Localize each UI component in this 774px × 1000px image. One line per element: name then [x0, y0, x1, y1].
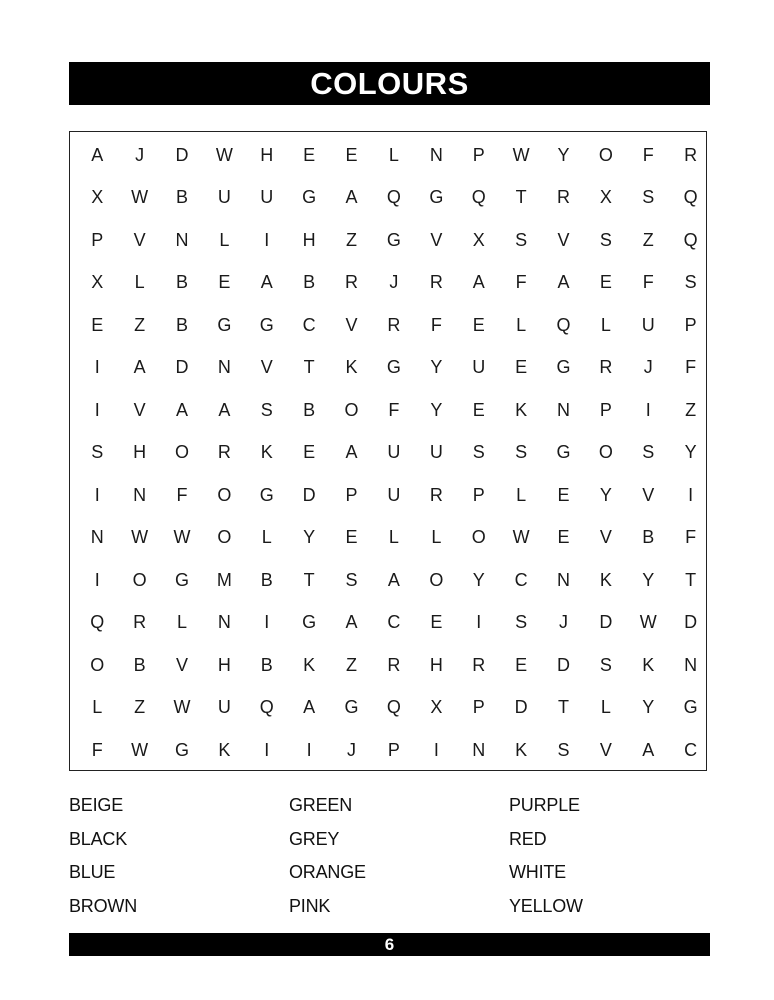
word-list-item: GREEN — [289, 795, 353, 816]
word-list-item: PURPLE — [509, 795, 580, 816]
grid-cell[interactable]: O — [598, 442, 613, 463]
grid-cell[interactable]: X — [91, 272, 104, 293]
grid-cell[interactable]: J — [135, 144, 145, 165]
grid-cell[interactable]: K — [260, 442, 273, 463]
grid-cell[interactable]: P — [472, 144, 485, 165]
grid-cell[interactable]: V — [430, 229, 443, 250]
grid-cell[interactable]: A — [260, 272, 273, 293]
grid-cell[interactable]: L — [219, 229, 230, 250]
grid-cell[interactable]: I — [306, 739, 312, 760]
grid-cell[interactable]: E — [599, 272, 612, 293]
grid-cell[interactable]: N — [556, 569, 570, 590]
grid-cell[interactable]: K — [515, 399, 528, 420]
grid-cell[interactable]: A — [133, 357, 146, 378]
grid-cell[interactable]: E — [515, 357, 528, 378]
grid-cell[interactable]: V — [345, 314, 358, 335]
word-list-item: GREY — [289, 828, 340, 849]
grid-cell[interactable]: A — [642, 739, 655, 760]
grid-cell[interactable]: B — [175, 314, 188, 335]
grid-cell[interactable]: C — [302, 314, 316, 335]
grid-cell[interactable]: K — [345, 357, 358, 378]
grid-cell[interactable]: Z — [134, 697, 146, 718]
grid-cell[interactable]: V — [175, 654, 188, 675]
word-list-item: RED — [509, 828, 547, 849]
grid-cell[interactable]: V — [642, 484, 655, 505]
grid-cell[interactable]: B — [175, 272, 188, 293]
grid-cell[interactable]: S — [684, 272, 697, 293]
word-list-item: BEIGE — [69, 795, 124, 816]
grid-cell[interactable]: A — [303, 697, 316, 718]
grid-cell[interactable]: F — [685, 357, 697, 378]
grid-cell[interactable]: S — [557, 739, 570, 760]
grid-cell[interactable]: G — [386, 229, 401, 250]
grid-cell[interactable]: K — [515, 739, 528, 760]
grid-cell[interactable]: R — [472, 654, 486, 675]
grid-cell[interactable]: H — [429, 654, 443, 675]
grid-cell[interactable]: H — [133, 442, 147, 463]
grid-cell[interactable]: L — [431, 527, 442, 548]
grid-cell[interactable]: Z — [134, 314, 146, 335]
grid-cell[interactable]: E — [303, 144, 316, 165]
grid-cell[interactable]: K — [642, 654, 655, 675]
grid-cell[interactable]: S — [91, 442, 104, 463]
grid-cell[interactable]: W — [173, 697, 191, 718]
grid-cell[interactable]: G — [429, 187, 444, 208]
grid-cell[interactable]: T — [303, 569, 315, 590]
grid-cell[interactable]: N — [90, 527, 104, 548]
grid-cell[interactable]: S — [260, 399, 273, 420]
grid-cell[interactable]: H — [217, 654, 231, 675]
grid-cell[interactable]: U — [641, 314, 655, 335]
word-list-item: BROWN — [69, 895, 137, 916]
grid-cell[interactable]: Q — [556, 314, 571, 335]
grid-cell[interactable]: P — [387, 739, 400, 760]
grid-cell[interactable]: O — [217, 484, 232, 505]
grid-cell[interactable]: S — [515, 229, 528, 250]
grid-cell[interactable]: P — [684, 314, 697, 335]
grid-cell[interactable]: F — [515, 272, 527, 293]
grid-cell[interactable]: X — [472, 229, 485, 250]
grid-cell[interactable]: S — [472, 442, 485, 463]
title-bar — [69, 62, 710, 105]
grid-cell[interactable]: L — [516, 484, 527, 505]
grid-cell[interactable]: V — [599, 527, 612, 548]
grid-cell[interactable]: W — [131, 527, 149, 548]
grid-cell[interactable]: P — [472, 697, 485, 718]
grid-cell[interactable]: U — [387, 484, 401, 505]
grid-cell[interactable]: E — [345, 144, 358, 165]
grid-cell[interactable]: G — [302, 187, 317, 208]
grid-cell[interactable]: I — [476, 612, 482, 633]
grid-cell[interactable]: D — [175, 144, 189, 165]
grid-cell[interactable]: A — [472, 272, 485, 293]
footer-bar — [69, 933, 710, 956]
grid-cell[interactable]: V — [133, 399, 146, 420]
grid-cell[interactable]: Y — [472, 569, 485, 590]
grid-cell[interactable]: T — [303, 357, 315, 378]
grid-cell[interactable]: Q — [259, 697, 274, 718]
grid-cell[interactable]: A — [557, 272, 570, 293]
grid-cell[interactable]: A — [345, 187, 358, 208]
grid-cell[interactable]: I — [688, 484, 694, 505]
grid-cell[interactable]: N — [217, 612, 231, 633]
grid-cell[interactable]: A — [387, 569, 400, 590]
grid-cell[interactable]: N — [217, 357, 231, 378]
grid-cell[interactable]: J — [347, 739, 357, 760]
grid-cell[interactable]: U — [472, 357, 486, 378]
grid-cell[interactable]: A — [218, 399, 231, 420]
grid-cell[interactable]: X — [91, 187, 104, 208]
grid-cell[interactable]: I — [264, 612, 270, 633]
grid-cell[interactable]: W — [131, 739, 149, 760]
grid-cell[interactable]: I — [645, 399, 651, 420]
grid-cell[interactable]: O — [344, 399, 359, 420]
grid-cell[interactable]: W — [215, 144, 233, 165]
grid-cell[interactable]: G — [174, 569, 189, 590]
grid-cell[interactable]: W — [639, 612, 657, 633]
grid-cell[interactable]: Q — [683, 229, 698, 250]
grid-cell[interactable]: X — [599, 187, 612, 208]
grid-cell[interactable]: F — [685, 527, 697, 548]
grid-cell[interactable]: O — [132, 569, 147, 590]
grid-cell[interactable]: T — [685, 569, 697, 590]
grid-cell[interactable]: F — [91, 739, 103, 760]
grid-cell[interactable]: U — [387, 442, 401, 463]
grid-cell[interactable]: J — [558, 612, 568, 633]
grid-cell[interactable]: R — [429, 484, 443, 505]
grid-cell[interactable]: I — [94, 484, 100, 505]
grid-cell[interactable]: P — [91, 229, 104, 250]
grid-cell[interactable]: H — [260, 144, 274, 165]
grid-cell[interactable]: F — [430, 314, 442, 335]
grid-cell[interactable]: W — [173, 527, 191, 548]
grid-cell[interactable]: M — [216, 569, 232, 590]
grid-cell[interactable]: E — [472, 314, 485, 335]
grid-cell[interactable]: Y — [684, 442, 697, 463]
grid-cell[interactable]: T — [557, 697, 569, 718]
grid-cell[interactable]: S — [515, 612, 528, 633]
grid-cell[interactable]: T — [515, 187, 527, 208]
grid-cell[interactable]: Z — [685, 399, 697, 420]
grid-cell[interactable]: N — [429, 144, 443, 165]
grid-cell[interactable]: Z — [642, 229, 654, 250]
grid-cell[interactable]: G — [259, 314, 274, 335]
grid-cell[interactable]: S — [599, 654, 612, 675]
grid-cell[interactable]: K — [218, 739, 231, 760]
grid-cell[interactable]: C — [684, 739, 698, 760]
grid-cell[interactable]: G — [302, 612, 317, 633]
grid-cell[interactable]: A — [345, 442, 358, 463]
grid-cell[interactable]: R — [133, 612, 147, 633]
grid-cell[interactable]: N — [133, 484, 147, 505]
grid-cell[interactable]: X — [430, 697, 443, 718]
grid-cell[interactable]: G — [174, 739, 189, 760]
grid-cell[interactable]: L — [516, 314, 527, 335]
grid-cell[interactable]: Y — [642, 569, 655, 590]
page-number: 6 — [384, 934, 395, 954]
grid-cell[interactable]: O — [217, 527, 232, 548]
grid-cell[interactable]: I — [264, 229, 270, 250]
grid-cell[interactable]: U — [217, 697, 231, 718]
grid-cell[interactable]: L — [261, 527, 272, 548]
grid-cell[interactable]: D — [175, 357, 189, 378]
word-list-item: ORANGE — [289, 862, 366, 883]
grid-cell[interactable]: E — [345, 527, 358, 548]
word-list-item: YELLOW — [509, 895, 583, 916]
grid-cell[interactable]: Q — [471, 187, 486, 208]
grid-cell[interactable]: J — [643, 357, 653, 378]
grid-cell[interactable]: U — [217, 187, 231, 208]
grid-cell[interactable]: R — [599, 357, 613, 378]
grid-cell[interactable]: G — [386, 357, 401, 378]
grid-cell[interactable]: R — [387, 314, 401, 335]
grid-cell[interactable]: G — [556, 442, 571, 463]
grid-cell[interactable]: C — [387, 612, 401, 633]
grid-cell[interactable]: F — [642, 272, 654, 293]
grid-cell[interactable]: D — [514, 697, 528, 718]
grid-cell[interactable]: W — [512, 144, 530, 165]
grid-cell[interactable]: N — [556, 399, 570, 420]
grid-cell[interactable]: L — [176, 612, 187, 633]
grid-cell[interactable]: O — [598, 144, 613, 165]
grid-cell[interactable]: J — [389, 272, 399, 293]
grid-cell[interactable]: A — [345, 612, 358, 633]
grid-cell[interactable]: V — [133, 229, 146, 250]
grid-cell[interactable]: B — [260, 569, 273, 590]
grid-cell[interactable]: D — [556, 654, 570, 675]
grid-cell[interactable]: P — [345, 484, 358, 505]
grid-cell[interactable]: G — [344, 697, 359, 718]
grid-cell[interactable]: B — [303, 272, 316, 293]
grid-cell[interactable]: Y — [642, 697, 655, 718]
grid-cell[interactable]: A — [91, 144, 104, 165]
grid-cell[interactable]: R — [684, 144, 698, 165]
grid-cell[interactable]: G — [217, 314, 232, 335]
grid-cell[interactable]: D — [302, 484, 316, 505]
grid-cell[interactable]: G — [556, 357, 571, 378]
grid-cell[interactable]: S — [642, 187, 655, 208]
grid-cell[interactable]: L — [388, 527, 399, 548]
grid-cell[interactable]: V — [557, 229, 570, 250]
grid-cell[interactable]: Q — [683, 187, 698, 208]
grid-cell[interactable]: R — [345, 272, 359, 293]
grid-cell[interactable]: Y — [599, 484, 612, 505]
grid-cell[interactable]: I — [94, 357, 100, 378]
word-list — [69, 789, 629, 923]
grid-cell[interactable]: U — [429, 442, 443, 463]
grid-cell[interactable]: R — [556, 187, 570, 208]
grid-cell[interactable]: L — [92, 697, 103, 718]
grid-cell[interactable]: O — [90, 654, 105, 675]
grid-cell[interactable]: L — [134, 272, 145, 293]
word-list-item: PINK — [289, 895, 331, 916]
grid-cell[interactable]: L — [600, 314, 611, 335]
grid-cell[interactable]: E — [515, 654, 528, 675]
grid-cell[interactable]: I — [433, 739, 439, 760]
grid-cell[interactable]: F — [642, 144, 654, 165]
grid-cell[interactable]: W — [512, 527, 530, 548]
grid-cell[interactable]: O — [429, 569, 444, 590]
grid-cell[interactable]: E — [91, 314, 104, 335]
grid-cell[interactable]: Q — [386, 187, 401, 208]
grid-cell[interactable]: H — [302, 229, 316, 250]
word-list-item: WHITE — [509, 862, 566, 883]
puzzle-title: COLOURS — [310, 65, 469, 101]
grid-cell[interactable]: G — [683, 697, 698, 718]
grid-cell[interactable]: V — [260, 357, 273, 378]
grid-cell[interactable]: E — [557, 527, 570, 548]
grid-cell[interactable]: B — [175, 187, 188, 208]
letter-grid — [76, 134, 712, 772]
grid-cell[interactable]: S — [515, 442, 528, 463]
grid-cell[interactable]: Q — [90, 612, 105, 633]
grid-cell[interactable]: B — [642, 527, 655, 548]
grid-cell[interactable]: L — [600, 697, 611, 718]
word-list-item: BLUE — [69, 862, 116, 883]
grid-cell[interactable]: O — [471, 527, 486, 548]
grid-cell[interactable]: D — [684, 612, 698, 633]
grid-cell[interactable]: Z — [346, 654, 358, 675]
grid-cell[interactable]: E — [472, 399, 485, 420]
grid-cell[interactable]: I — [94, 399, 100, 420]
grid-cell[interactable]: Y — [557, 144, 570, 165]
grid-cell[interactable]: U — [260, 187, 274, 208]
grid-cell[interactable]: O — [174, 442, 189, 463]
grid-cell[interactable]: F — [388, 399, 400, 420]
grid-cell[interactable]: N — [684, 654, 698, 675]
grid-cell[interactable]: L — [388, 144, 399, 165]
grid-cell[interactable]: A — [175, 399, 188, 420]
grid-cell[interactable]: I — [94, 569, 100, 590]
grid-cell[interactable]: R — [429, 272, 443, 293]
grid-cell[interactable]: N — [472, 739, 486, 760]
grid-cell[interactable]: Q — [386, 697, 401, 718]
grid-cell[interactable]: N — [175, 229, 189, 250]
grid-cell[interactable]: S — [599, 229, 612, 250]
grid-cell[interactable]: K — [303, 654, 316, 675]
grid-cell[interactable]: Y — [430, 357, 443, 378]
grid-cell[interactable]: I — [264, 739, 270, 760]
grid-cell[interactable]: R — [387, 654, 401, 675]
grid-cell[interactable]: P — [472, 484, 485, 505]
grid-cell[interactable]: W — [131, 187, 149, 208]
grid-cell[interactable]: Y — [430, 399, 443, 420]
grid-cell[interactable]: E — [557, 484, 570, 505]
grid-cell[interactable]: E — [430, 612, 443, 633]
word-search-grid — [69, 131, 707, 771]
grid-cell[interactable]: Z — [346, 229, 358, 250]
grid-cell[interactable]: C — [514, 569, 528, 590]
grid-cell[interactable]: B — [260, 654, 273, 675]
grid-cell[interactable]: E — [303, 442, 316, 463]
grid-cell[interactable]: D — [599, 612, 613, 633]
grid-cell[interactable]: Y — [303, 527, 316, 548]
grid-cell[interactable]: S — [345, 569, 358, 590]
grid-cell[interactable]: G — [259, 484, 274, 505]
grid-cell[interactable]: S — [642, 442, 655, 463]
grid-cell[interactable]: B — [133, 654, 146, 675]
grid-cell[interactable]: E — [218, 272, 231, 293]
grid-cell[interactable]: B — [303, 399, 316, 420]
grid-cell[interactable]: V — [599, 739, 612, 760]
word-list-item: BLACK — [69, 828, 128, 849]
grid-cell[interactable]: R — [217, 442, 231, 463]
grid-cell[interactable]: K — [599, 569, 612, 590]
grid-cell[interactable]: F — [176, 484, 188, 505]
grid-cell[interactable]: P — [599, 399, 612, 420]
